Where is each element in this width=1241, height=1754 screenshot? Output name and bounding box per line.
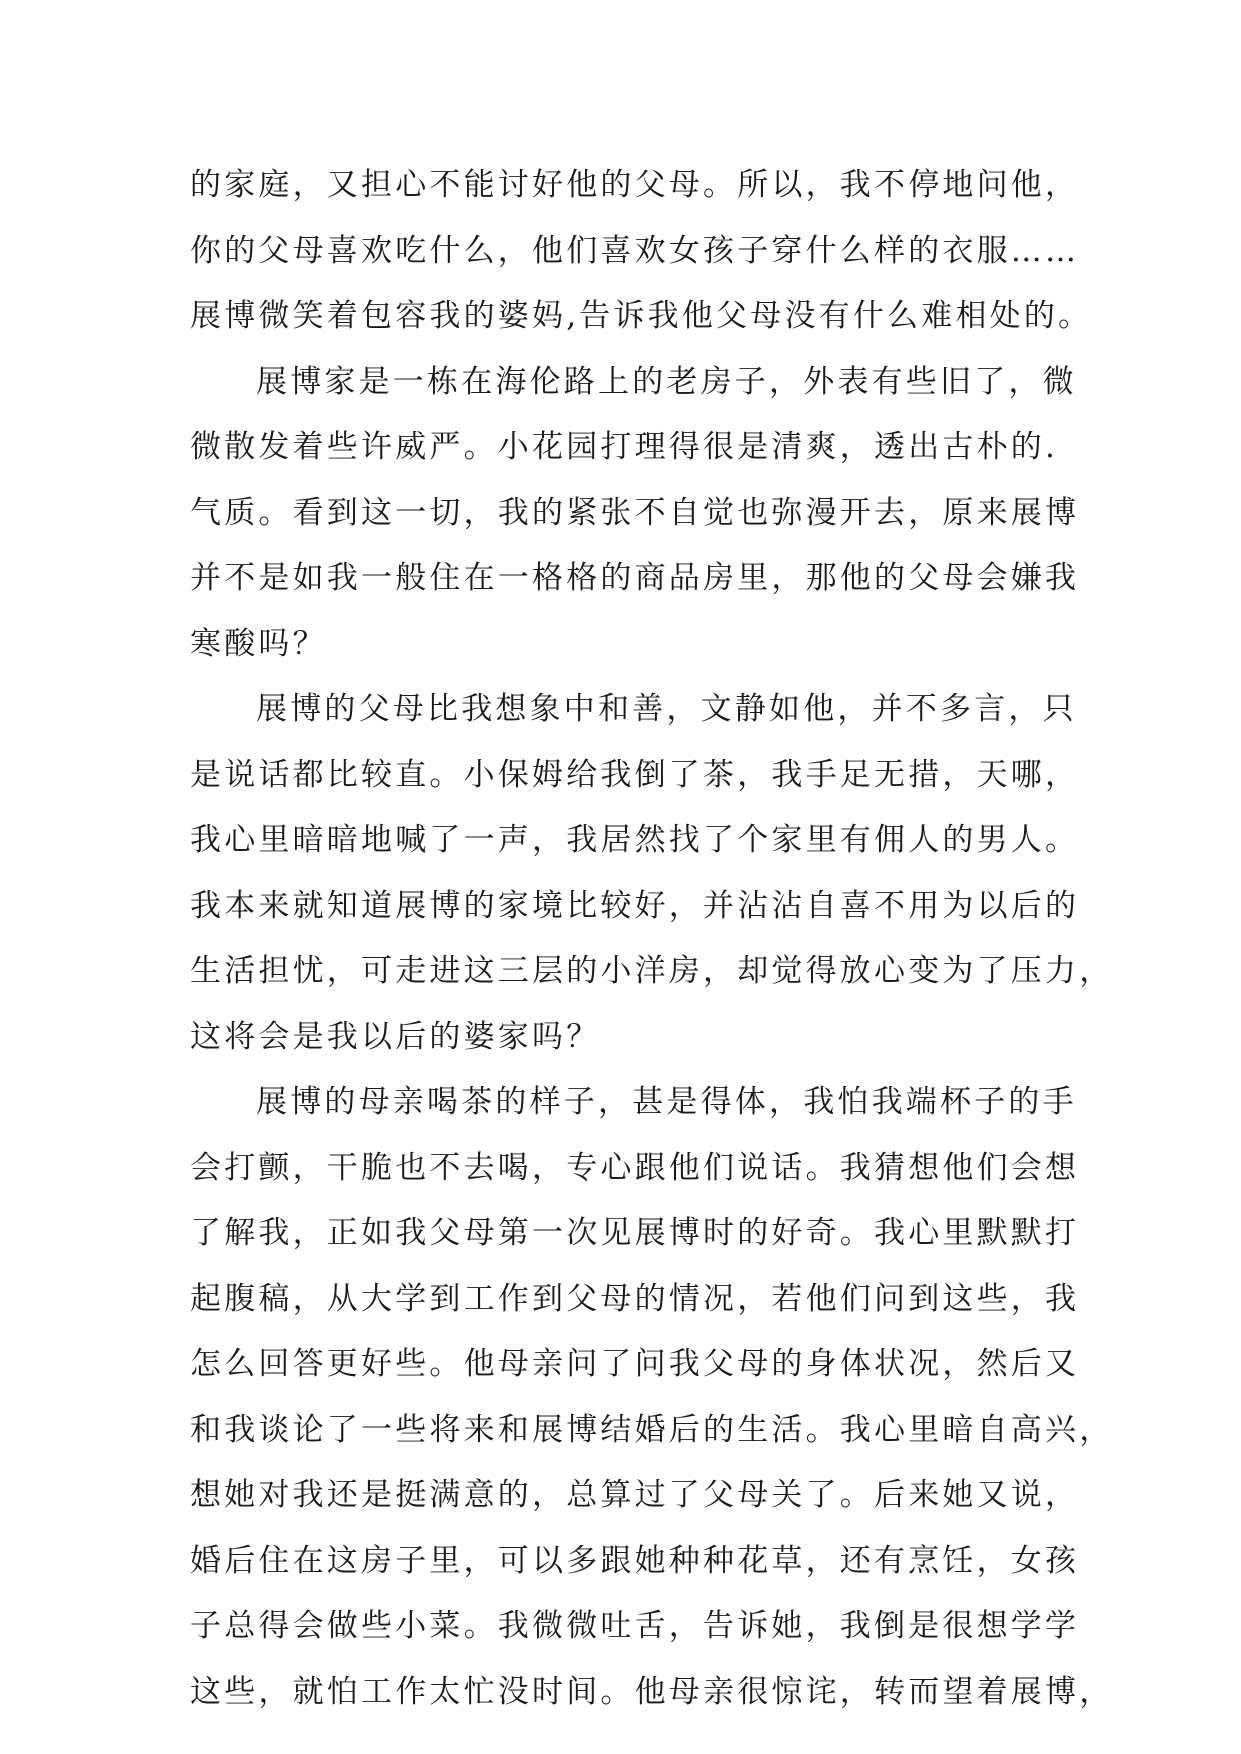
text-line: 会打颤，干脆也不去喝，专心跟他们说话。我猜想他们会想 [190, 1149, 1080, 1186]
text-line: 想她对我还是挺满意的，总算过了父母关了。后来她又说， [190, 1477, 1080, 1513]
text-line: 微散发着些许威严。小花园打理得很是清爽，透出古朴的. [190, 429, 1059, 465]
body-text [190, 160, 1114, 1732]
text-line: 了解我，正如我父母第一次见展博时的好奇。我心里默默打 [190, 1215, 1080, 1251]
text-line: 这将会是我以后的婆家吗？ [190, 1018, 601, 1055]
text-line: 怎么回答更好些。他母亲问了问我父母的身体状况，然后又 [190, 1346, 1080, 1382]
text-line: 我心里暗暗地喊了一声，我居然找了个家里有佣人的男人。 [190, 822, 1080, 858]
text-line: 并不是如我一般住在一格格的商品房里，那他的父母会嫌我 [190, 560, 1080, 596]
text-line: 生活担忧，可走进这三层的小洋房，却觉得放心变为了压力， [190, 953, 1114, 989]
text-line: 我本来就知道展博的家境比较好，并沾沾自喜不用为以后的 [190, 887, 1080, 924]
text-line: 展博微笑着包容我的婆妈,告诉我他父母没有什么难相处的。 [190, 298, 1093, 334]
text-line: 你的父母喜欢吃什么，他们喜欢女孩子穿什么样的衣服…… [190, 232, 1080, 269]
paragraph-first-line: 展博的母亲喝茶的样子，甚是得体，我怕我端杯子的手 [256, 1084, 1077, 1120]
paragraph-first-line: 展博的父母比我想象中和善，文静如他，并不多言，只 [256, 691, 1077, 727]
text-line: 气质。看到这一切，我的紧张不自觉也弥漫开去，原来展博 [190, 494, 1080, 531]
text-line: 的家庭，又担心不能讨好他的父母。所以，我不停地问他， [190, 167, 1080, 203]
paragraph-first-line: 展博家是一栋在海伦路上的老房子，外表有些旧了，微 [256, 363, 1077, 400]
text-line: 这些，就怕工作太忙没时间。他母亲很惊诧，转而望着展博， [190, 1673, 1114, 1710]
text-line: 寒酸吗？ [190, 625, 327, 662]
text-line: 起腹稿，从大学到工作到父母的情况，若他们问到这些，我 [190, 1280, 1080, 1317]
text-line: 是说话都比较直。小保姆给我倒了茶，我手足无措，天哪， [190, 756, 1080, 793]
text-line: 婚后住在这房子里，可以多跟她种种花草，还有烹饪，女孩 [190, 1542, 1080, 1579]
text-line: 和我谈论了一些将来和展博结婚后的生活。我心里暗自高兴， [190, 1411, 1114, 1448]
text-line: 子总得会做些小菜。我微微吐舌，告诉她，我倒是很想学学 [190, 1608, 1080, 1644]
